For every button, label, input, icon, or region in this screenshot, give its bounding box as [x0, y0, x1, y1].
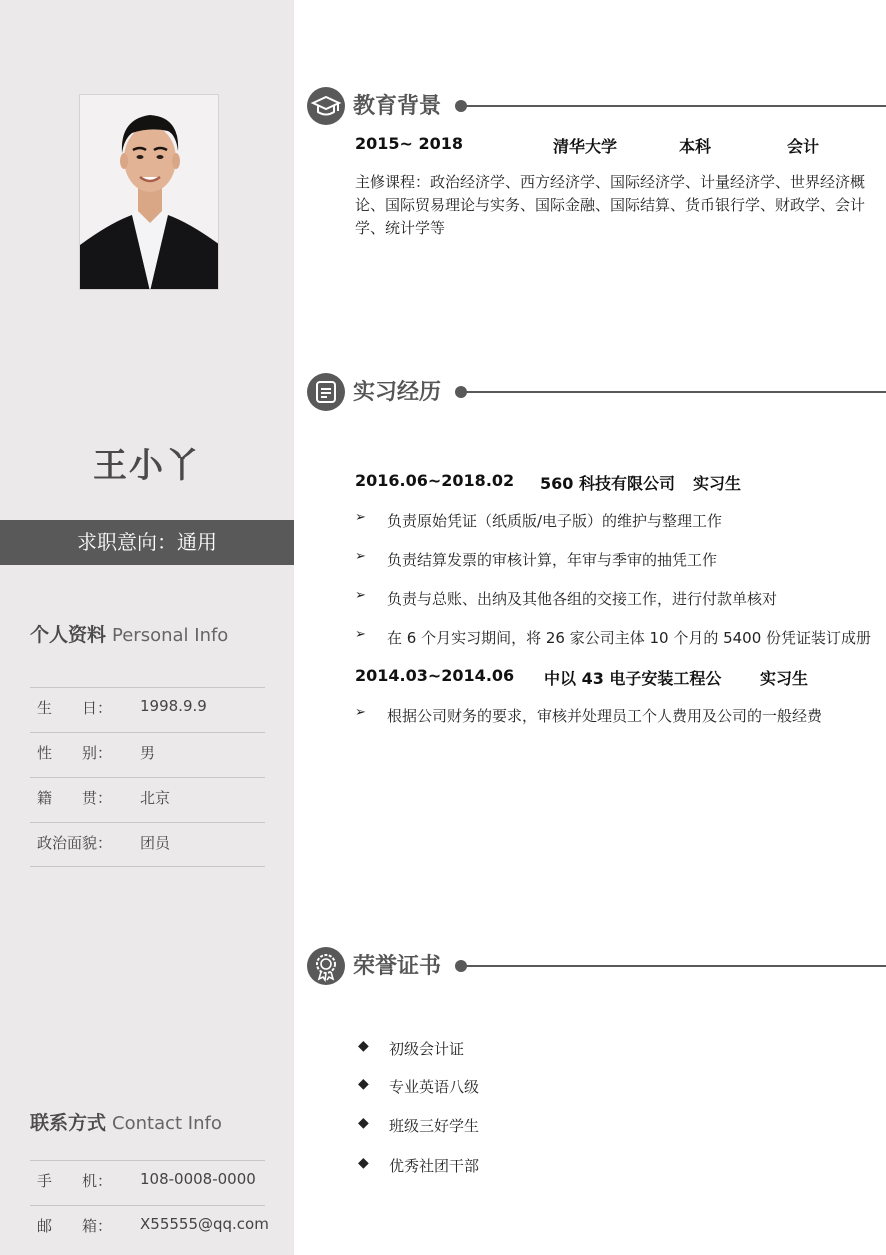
bullet-text: 负责结算发票的审核计算，年审与季审的抽凭工作: [387, 551, 718, 569]
internship-company: 中以 43 电子安装工程公: [544, 669, 722, 688]
info-label: 籍 贯：: [37, 789, 113, 807]
info-label: 邮 箱：: [37, 1217, 113, 1235]
education-section-header: [307, 87, 886, 127]
profile-photo: [79, 94, 219, 290]
internship-section-title: 实习经历: [353, 380, 442, 405]
header-line: [465, 105, 886, 107]
arrow-bullet-icon: ➢: [355, 627, 366, 642]
graduation-cap-icon: [307, 87, 345, 125]
bullet-text: 在 6 个月实习期间，将 26 家公司主体 10 个月的 5400 份凭证装订成册: [387, 629, 872, 647]
honors-section-header: [307, 947, 886, 987]
contact-info-row-phone: [30, 1160, 265, 1205]
job-intent-banner: 求职意向：通用: [0, 520, 294, 565]
education-major: 会计: [787, 137, 820, 156]
personal-info-row-political-status: [30, 822, 265, 867]
diamond-bullet-icon: ◆: [358, 1155, 369, 1171]
info-value: 男: [140, 744, 156, 762]
award-badge-icon: [307, 947, 345, 985]
header-line: [465, 965, 886, 967]
contact-info-heading-en: Contact Info: [112, 1113, 222, 1134]
honor-text: 优秀社团干部: [389, 1157, 480, 1175]
education-period: 2015~ 2018: [355, 134, 464, 153]
personal-info-row-birthday: [30, 687, 265, 732]
internship-role: 实习生: [760, 669, 809, 688]
info-value: 北京: [140, 789, 171, 807]
bullet-text: 负责与总账、出纳及其他各组的交接工作，进行付款单核对: [387, 590, 778, 608]
info-value: 1998.9.9: [140, 697, 207, 715]
header-line: [465, 391, 886, 393]
arrow-bullet-icon: ➢: [355, 510, 366, 525]
internship-section-header: [307, 373, 886, 413]
diamond-bullet-icon: ◆: [358, 1115, 369, 1131]
internship-role: 实习生: [693, 474, 742, 493]
info-label: 政治面貌：: [37, 834, 113, 852]
internship-period: 2016.06~2018.02: [355, 471, 515, 490]
info-value: 108-0008-0000: [140, 1170, 256, 1188]
honor-text: 班级三好学生: [389, 1117, 480, 1135]
personal-info-list: [30, 687, 265, 867]
internship-company: 560 科技有限公司: [540, 474, 675, 493]
honors-section-title: 荣誉证书: [353, 954, 442, 979]
sidebar: [0, 0, 294, 1255]
arrow-bullet-icon: ➢: [355, 549, 366, 564]
education-school: 清华大学: [553, 137, 618, 156]
bullet-text: 根据公司财务的要求，审核并处理员工个人费用及公司的一般经费: [387, 707, 823, 725]
education-entry-header: [355, 134, 855, 156]
bullet-text: 负责原始凭证（纸质版/电子版）的维护与整理工作: [387, 512, 723, 530]
personal-info-heading-zh: 个人资料: [30, 624, 107, 646]
arrow-bullet-icon: ➢: [355, 588, 366, 603]
document-icon: [307, 373, 345, 411]
education-degree: 本科: [679, 137, 712, 156]
internship-entry-header-2: [355, 666, 855, 688]
honor-text: 初级会计证: [389, 1040, 465, 1058]
personal-info-row-hometown: [30, 777, 265, 822]
arrow-bullet-icon: ➢: [355, 705, 366, 720]
candidate-name: 王小丫: [93, 446, 201, 486]
info-value: 团员: [140, 834, 171, 852]
education-section-title: 教育背景: [353, 94, 442, 119]
diamond-bullet-icon: ◆: [358, 1076, 369, 1092]
internship-period: 2014.03~2014.06: [355, 666, 515, 685]
contact-info-list: [30, 1160, 269, 1250]
internship-entry-header-1: [355, 471, 855, 493]
contact-info-heading: [30, 1108, 222, 1135]
education-courses: 主修课程：政治经济学、西方经济学、国际经济学、计量经济学、世界经济概论、国际贸易理论与实务、国际金融、国际结算、货币银行学、财政学、会计学、统计学等: [355, 173, 866, 237]
personal-info-row-gender: [30, 732, 265, 777]
info-value: X55555@qq.com: [140, 1215, 269, 1233]
info-label: 生 日：: [37, 699, 113, 717]
contact-info-heading-zh: 联系方式: [30, 1112, 107, 1134]
contact-info-row-email: [30, 1205, 269, 1250]
info-label: 手 机：: [37, 1172, 113, 1190]
info-label: 性 别：: [37, 744, 113, 762]
diamond-bullet-icon: ◆: [358, 1038, 369, 1054]
personal-info-heading: [30, 620, 228, 647]
honor-text: 专业英语八级: [389, 1078, 480, 1096]
personal-info-heading-en: Personal Info: [112, 625, 229, 646]
